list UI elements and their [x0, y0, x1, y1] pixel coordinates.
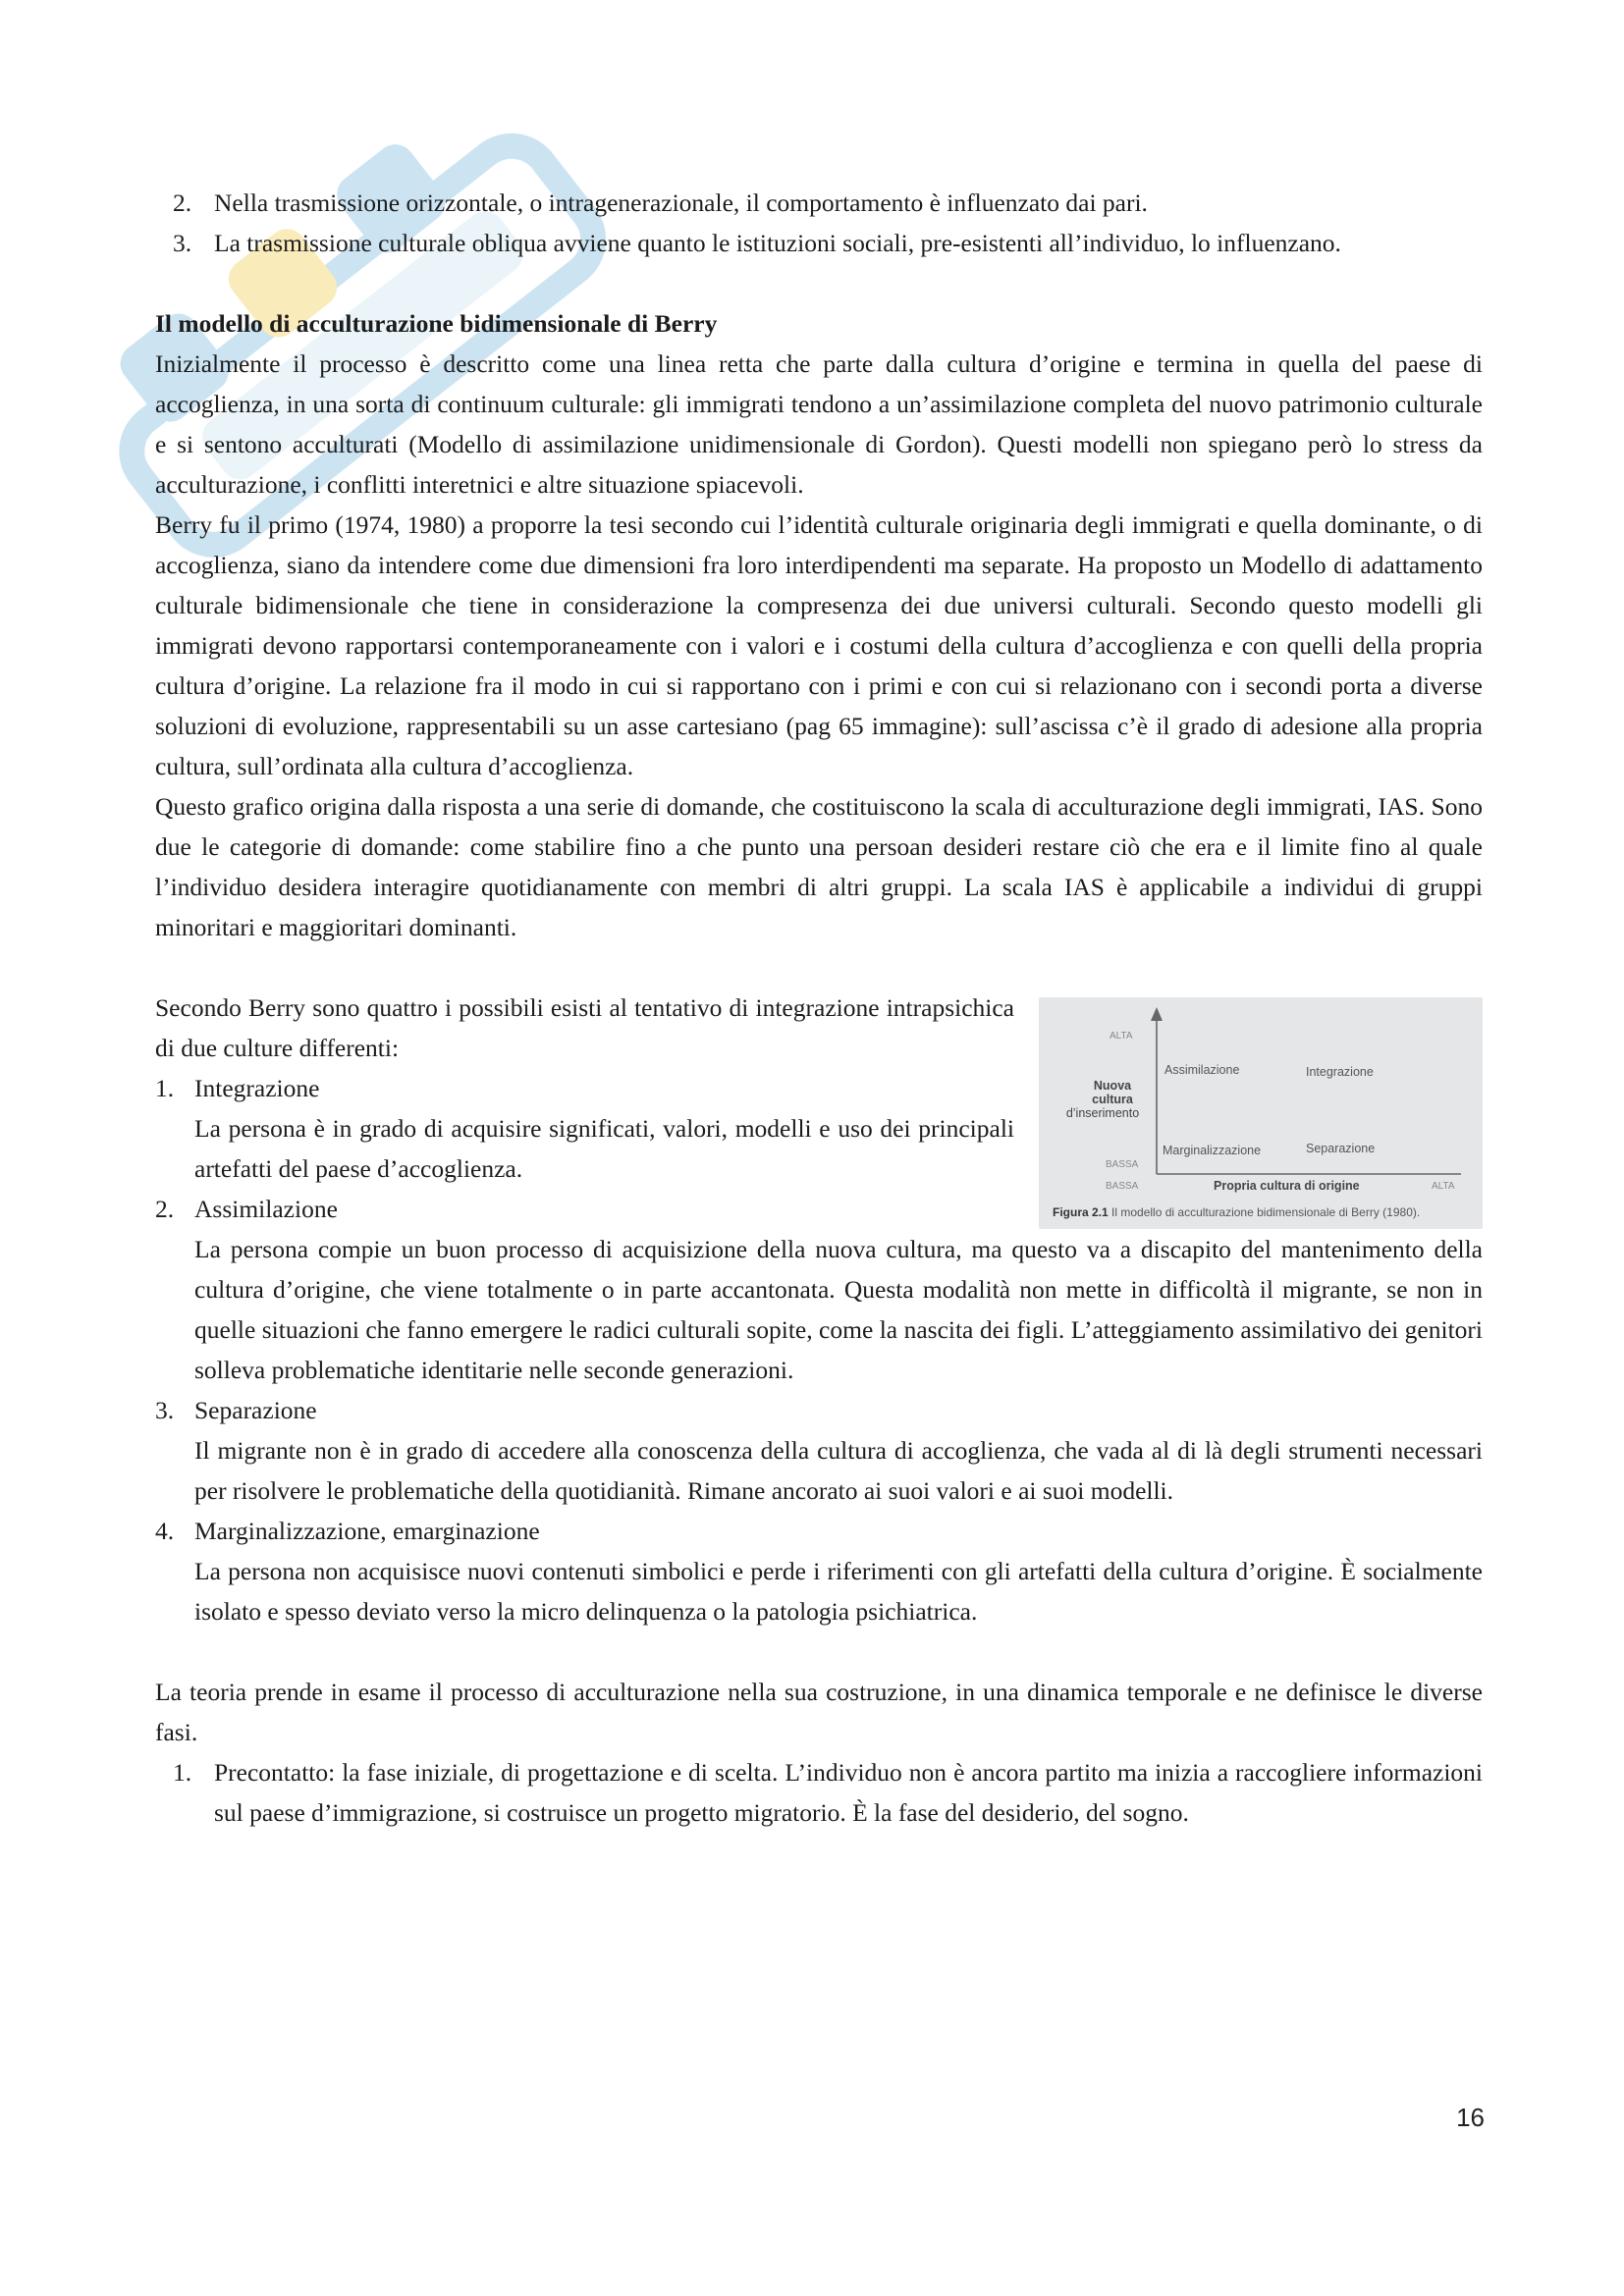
y-axis-label-2: cultura [1092, 1093, 1133, 1106]
y-axis-label-1: Nuova [1093, 1079, 1132, 1093]
outcome-item [155, 1189, 1483, 1390]
caption-text: Il modello di acculturazione bidimensionale di Berry (1980). [1111, 1205, 1421, 1219]
transmission-list [155, 183, 1483, 263]
outcome-item [155, 1390, 1483, 1511]
outcome-title: Assimilazione [194, 1195, 338, 1223]
outcome-text: La persona è in grado di acquisire significati, valori, modelli e uso dei principali artefatti del paese d’accoglienza. [194, 1114, 1014, 1183]
outcome-number: 2. [155, 1195, 175, 1223]
list-text: La trasmissione culturale obliqua avviene quanto le istituzioni sociali, pre-esistenti all’individuo, lo influenzano. [214, 229, 1341, 257]
list-item [155, 183, 1483, 223]
theory-paragraph: La teoria prende in esame il processo di acculturazione nella sua costruzione, in una dinamica temporale e ne definisce le diverse fasi. [155, 1678, 1483, 1746]
quadrant-marginalizzazione: Marginalizzazione [1163, 1144, 1262, 1157]
section-heading: Il modello di acculturazione bidimensionale di Berry [155, 309, 718, 338]
outcome-number: 1. [155, 1074, 175, 1102]
list-text: Nella trasmissione orizzontale, o intragenerazionale, il comportamento è influenzato dai pari. [214, 188, 1148, 217]
y-axis-label-3: d’inserimento [1065, 1106, 1140, 1120]
y-low-label: BASSA [1106, 1159, 1139, 1170]
y-high-label: ALTA [1110, 1031, 1133, 1041]
x-high-label: ALTA [1432, 1181, 1455, 1192]
paragraph: Berry fu il primo (1974, 1980) a proporre la tesi secondo cui l’identità culturale originaria degli immigrati e quella dominante, o di accoglienza, siano da intendere come due dimensioni fra loro interdipendenti ma separate. Ha proposto un Modello di adattamento culturale bidimensionale che tiene in considerazione la compresenza dei due universi culturali. Secondo questo modelli gli immigrati devono rapportarsi contemporaneamente con i valori e i costumi della cultura d’accoglienza e con quelli della propria cultura d’origine. La relazione fra il modo in cui si rapportano con i primi e con cui si relazionano con i secondi porta a diverse soluzioni di evoluzione, rappresentabili su un asse cartesiano (pag 65 immagine): sull’ascissa c’è il grado di adesione alla propria cultura, sull’ordinata alla cultura d’accoglienza. [155, 510, 1483, 780]
quadrant-assimilazione: Assimilazione [1164, 1063, 1240, 1077]
outcome-item [155, 1068, 1483, 1189]
list-item [155, 223, 1483, 263]
list-number: 2. [173, 188, 192, 217]
list-number: 3. [173, 229, 192, 257]
y-axis-arrow [1151, 1007, 1163, 1021]
berry-intro: Secondo Berry sono quattro i possibili esisti al tentativo di integrazione intrapsichica di due culture differenti: [155, 993, 1014, 1062]
x-low-label: BASSA [1106, 1181, 1139, 1192]
paragraph: Inizialmente il processo è descritto come una linea retta che parte dalla cultura d’origine e termina in quella del paese di accoglienza, in una sorta di continuum culturale: gli immigrati tendono a un’assimilazione completa del nuovo patrimonio culturale e si sentono acculturati (Modello di assimilazione unidimensionale di Gordon). Questi modelli non spiegano però lo stress da acculturazione, i conflitti interetnici e altre situazione spiacevoli. [155, 349, 1483, 499]
berry-outcomes [155, 988, 1483, 1631]
page-number: 16 [1456, 2103, 1485, 2132]
outcome-item [155, 1511, 1483, 1631]
outcome-title: Marginalizzazione, emarginazione [194, 1517, 540, 1545]
phase-number: 1. [173, 1758, 192, 1787]
outcome-title: Separazione [194, 1396, 317, 1424]
outcome-text: Il migrante non è in grado di accedere alla conoscenza della cultura di accoglienza, che vada al di là degli strumenti necessari per risolvere le problematiche della quotidianità. Rimane ancorato ai suoi valori e ai suoi modelli. [194, 1436, 1483, 1505]
phase-text: Precontatto: la fase iniziale, di progettazione e di scelta. L’individuo non è ancora partito ma inizia a raccogliere informazioni sul paese d’immigrazione, si costruisce un progetto migratorio. È la fase del desiderio, del sogno. [214, 1758, 1483, 1827]
phase-item [155, 1752, 1483, 1833]
outcome-title: Integrazione [194, 1074, 320, 1102]
outcome-number: 4. [155, 1517, 175, 1545]
outcomes-list [155, 1068, 1483, 1631]
page-content [155, 183, 1483, 1833]
quadrant-separazione: Separazione [1306, 1142, 1376, 1155]
caption-label: Figura 2.1 [1053, 1205, 1109, 1219]
outcome-text: La persona non acquisisce nuovi contenuti simbolici e perde i riferimenti con gli artefatti della cultura d’origine. È socialmente isolato e spesso deviato verso la micro delinquenza o la patologia psichiatrica. [194, 1557, 1483, 1626]
outcome-text: La persona compie un buon processo di acquisizione della nuova cultura, ma questo va a discapito del mantenimento della cultura d’origine, che viene totalmente o in parte accantonata. Questa modalità non mette in difficoltà il migrante, se non in quelle situazioni che fanno emergere le radici culturali sopite, come la nascita dei figli. L’atteggiamento assimilativo dei genitori solleva problematiche identitarie nelle seconde generazioni. [194, 1235, 1483, 1384]
outcome-number: 3. [155, 1396, 175, 1424]
x-axis-label: Propria cultura di origine [1214, 1179, 1360, 1193]
phases-list [155, 1752, 1483, 1833]
quadrant-integrazione: Integrazione [1306, 1065, 1374, 1079]
paragraph: Questo grafico origina dalla risposta a una serie di domande, che costituiscono la scala di acculturazione degli immigrati, IAS. Sono due le categorie di domande: come stabilire fino a che punto una persoan desideri restare ciò che era e il limite fino al quale l’individuo desidera interagire quotidianamente con membri di altri gruppi. La scala IAS è applicabile a individui di gruppi minoritari e maggioritari dominanti. [155, 792, 1483, 941]
